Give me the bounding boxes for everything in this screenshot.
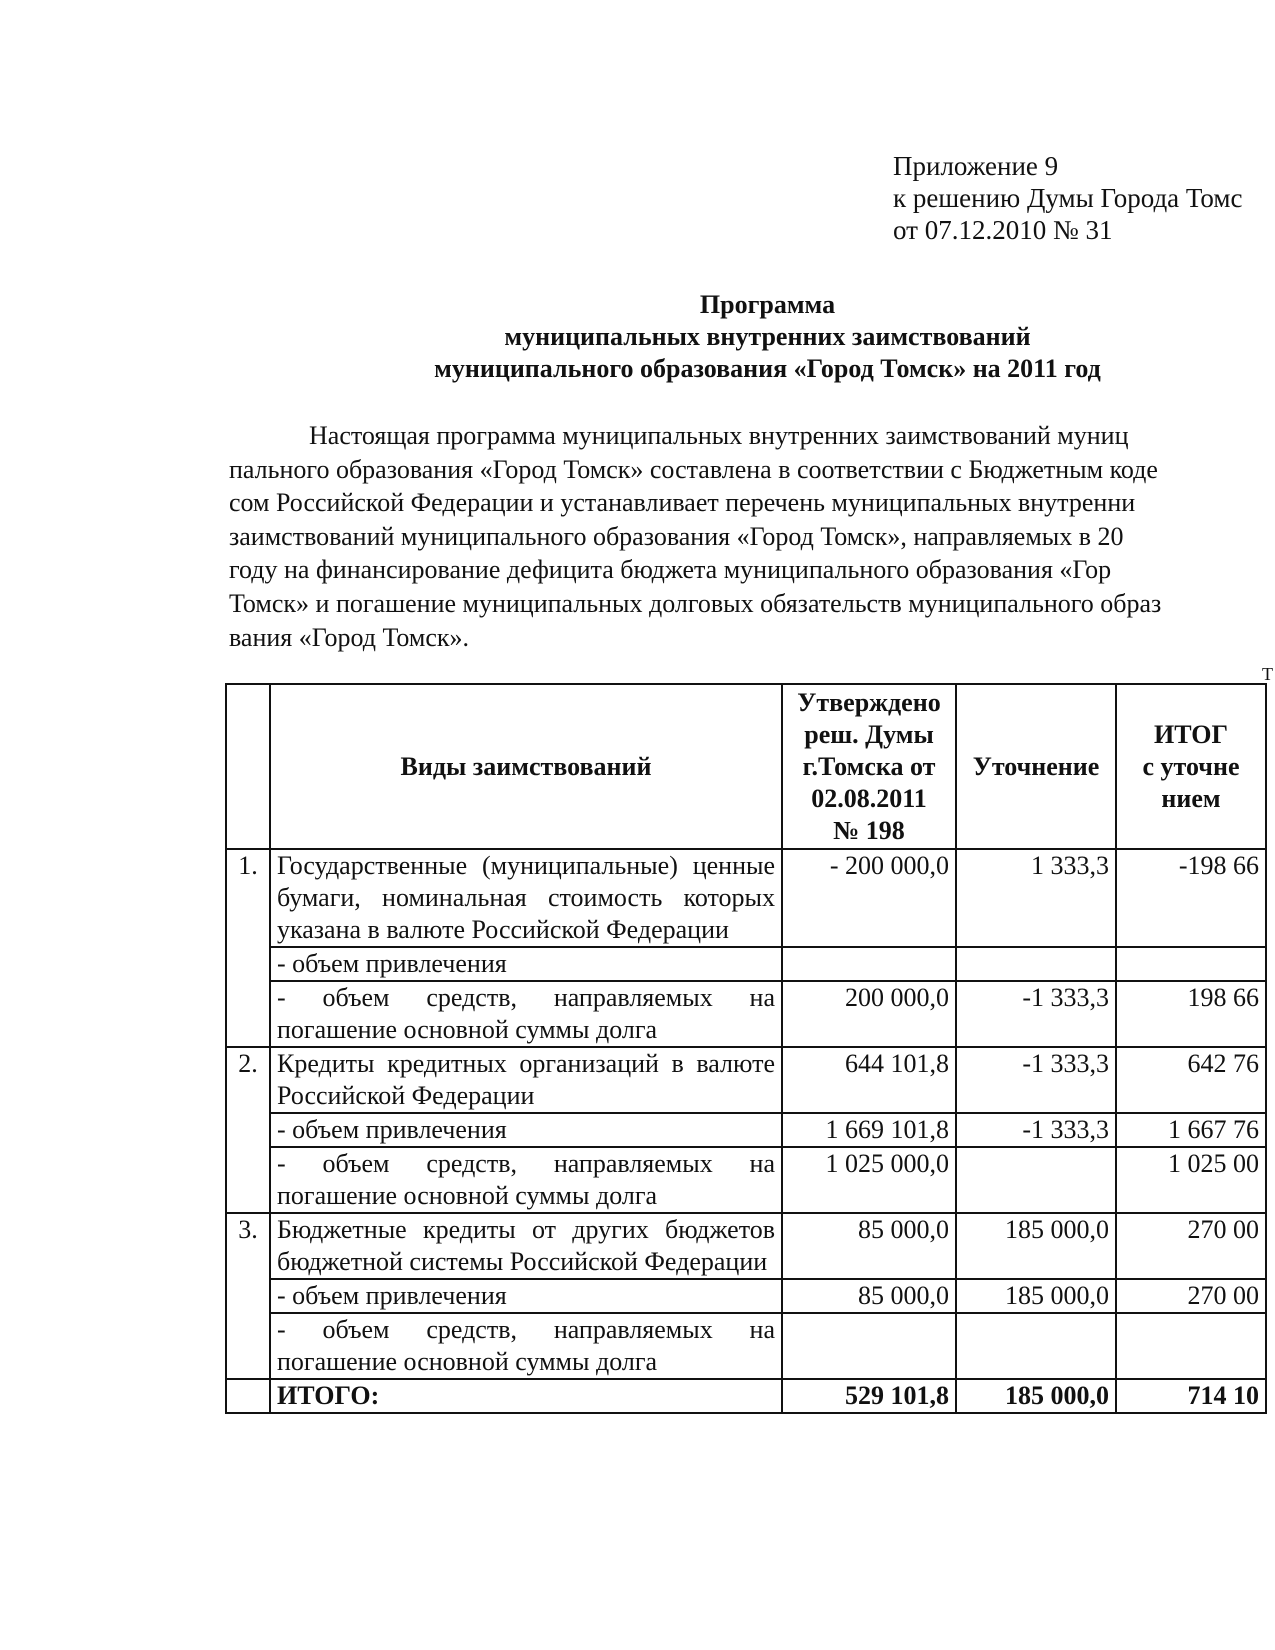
row-approved: 1 669 101,8 [782,1113,956,1147]
row-approved: 644 101,8 [782,1047,956,1113]
paragraph-line: году на финансирование дефицита бюджета муниципального образования «Гор [229,555,1112,585]
row-approved: 200 000,0 [782,981,956,1047]
table-row [226,1213,1266,1279]
header-index [226,684,270,849]
row-name: Государственные (муниципальные) ценные бумаги, номинальная стоимость которых указана в валюте Российской Федерации [270,849,782,947]
row-name: - объем средств, направляемых на погашение основной суммы долга [270,1147,782,1213]
header-adjustment: Уточнение [956,684,1116,849]
header-total-line: нием [1161,783,1221,813]
header-approved-line: реш. Думы [804,719,934,749]
header-approved [782,684,956,849]
row-adjustment: -1 333,3 [956,1047,1116,1113]
header-approved-line: 02.08.2011 [811,783,927,813]
row-approved: 85 000,0 [782,1279,956,1313]
total-label: ИТОГО: [270,1379,782,1413]
row-total [1116,947,1266,981]
header-borrowing-type: Виды заимствований [270,684,782,849]
row-approved: 1 025 000,0 [782,1147,956,1213]
document-title [0,289,1275,385]
row-name: - объем средств, направляемых на погашение основной суммы долга [270,981,782,1047]
row-total: 270 00 [1116,1213,1266,1279]
paragraph-line: Томск» и погашение муниципальных долговых обязательств муниципального образ [229,588,1162,618]
table-row [226,1113,1266,1147]
table-row [226,1047,1266,1113]
paragraph-line: пального образования «Город Томск» составлена в соответствии с Бюджетным коде [229,454,1158,484]
row-adjustment [956,1147,1116,1213]
appendix-date: от 07.12.2010 № 31 [893,215,1113,245]
table-row [226,947,1266,981]
row-adjustment: 1 333,3 [956,849,1116,947]
row-total: 198 66 [1116,981,1266,1047]
row-name: - объем средств, направляемых на погашение основной суммы долга [270,1313,782,1379]
table-row [226,1313,1266,1379]
title-line-2: муниципальных внутренних заимствований [504,322,1031,351]
intro-paragraph [229,419,1275,654]
header-approved-line: г.Томска от [802,751,936,781]
appendix-header [893,150,1242,246]
header-total-line: с уточне [1142,751,1240,781]
total-total: 714 10 [1116,1379,1266,1413]
row-name: Бюджетные кредиты от других бюджетов бюджетной системы Российской Федерации [270,1213,782,1279]
row-approved: 85 000,0 [782,1213,956,1279]
total-index [226,1379,270,1413]
unit-label-fragment: Т [1262,664,1273,684]
row-total [1116,1313,1266,1379]
row-total: -198 66 [1116,849,1266,947]
row-total: 1 025 00 [1116,1147,1266,1213]
paragraph-line: сом Российской Федерации и устанавливает перечень муниципальных внутренни [229,488,1136,518]
table-row [226,1147,1266,1213]
row-total: 270 00 [1116,1279,1266,1313]
appendix-number: Приложение 9 [893,151,1059,181]
row-total: 642 76 [1116,1047,1266,1113]
row-index: 2. [226,1047,270,1213]
table-header-row [226,684,1266,849]
paragraph-line: вания «Город Томск». [229,622,470,652]
row-adjustment [956,947,1116,981]
row-name: Кредиты кредитных организаций в валюте Российской Федерации [270,1047,782,1113]
row-approved [782,1313,956,1379]
table-row [226,849,1266,947]
header-approved-line: № 198 [833,815,905,845]
row-adjustment [956,1313,1116,1379]
table-row [226,1279,1266,1313]
title-line-3: муниципального образования «Город Томск» на 2011 год [434,354,1101,383]
row-name: - объем привлечения [270,1113,782,1147]
row-adjustment: -1 333,3 [956,1113,1116,1147]
paragraph-line: заимствований муниципального образования «Город Томск», направляемых в 20 [229,521,1124,551]
title-line-1: Программа [699,290,836,319]
total-adjustment: 185 000,0 [956,1379,1116,1413]
row-approved [782,947,956,981]
header-total [1116,684,1266,849]
paragraph-line: Настоящая программа муниципальных внутренних заимствований муниц [309,421,1129,450]
row-total: 1 667 76 [1116,1113,1266,1147]
header-approved-line: Утверждено [797,687,941,717]
row-adjustment: 185 000,0 [956,1279,1116,1313]
row-adjustment: 185 000,0 [956,1213,1116,1279]
appendix-decision-ref: к решению Думы Города Томс [893,183,1243,213]
header-total-line: ИТОГ [1154,719,1228,749]
row-approved: - 200 000,0 [782,849,956,947]
borrowings-table [225,683,1267,1414]
row-name: - объем привлечения [270,947,782,981]
row-index: 1. [226,849,270,1047]
table-row [226,981,1266,1047]
total-approved: 529 101,8 [782,1379,956,1413]
row-index: 3. [226,1213,270,1379]
row-name: - объем привлечения [270,1279,782,1313]
table-total-row [226,1379,1266,1413]
row-adjustment: -1 333,3 [956,981,1116,1047]
